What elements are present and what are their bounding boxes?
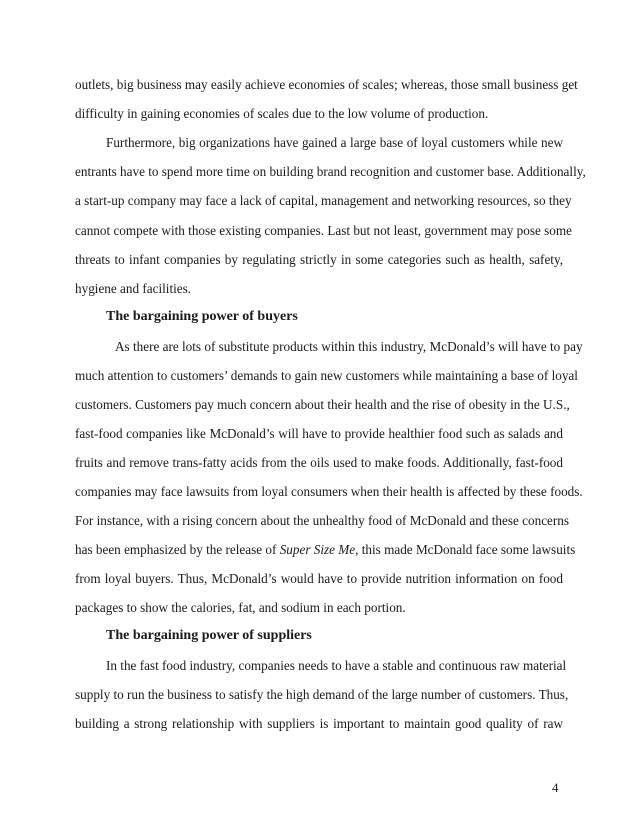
film-title: Super Size Me xyxy=(279,542,356,557)
body-line: packages to show the calories, fat, and sodium in each portion. xyxy=(75,600,406,615)
body-line: supply to run the business to satisfy the high demand of the large number of customers. Thus, xyxy=(75,687,569,702)
page-number: 4 xyxy=(552,780,559,795)
body-line: As there are lots of substitute products within this industry, McDonald’s will have to pay xyxy=(115,339,583,354)
body-line: customers. Customers pay much concern about their health and the rise of obesity in the U.S., xyxy=(75,397,570,412)
body-line: difficulty in gaining economies of scales due to the low volume of production. xyxy=(75,106,489,121)
body-line: In the fast food industry, companies needs to have a stable and continuous raw material xyxy=(106,658,567,673)
body-line: outlets, big business may easily achieve economies of scales; whereas, those small business get xyxy=(75,77,578,92)
body-line: For instance, with a rising concern about the unhealthy food of McDonald and these concerns xyxy=(75,513,570,528)
body-line: Furthermore, big organizations have gained a large base of loyal customers while new xyxy=(106,135,563,150)
body-line: building a strong relationship with suppliers is important to maintain good quality of raw xyxy=(75,716,563,731)
body-line: cannot compete with those existing companies. Last but not least, government may pose some xyxy=(75,223,572,238)
body-line: hygiene and facilities. xyxy=(75,281,192,296)
body-line: from loyal buyers. Thus, McDonald’s would have to provide nutrition information on food xyxy=(75,571,563,586)
body-line: threats to infant companies by regulating strictly in some categories such as health, safety, xyxy=(75,252,563,267)
section-heading-suppliers: The bargaining power of suppliers xyxy=(106,628,312,643)
text-run: has been emphasized by the release of xyxy=(75,542,280,557)
body-line: fruits and remove trans-fatty acids from the oils used to make foods. Additionally, fast-food xyxy=(75,455,563,470)
body-line: entrants have to spend more time on building brand recognition and customer base. Additionally, xyxy=(75,164,586,179)
body-line: much attention to customers’ demands to gain new customers while maintaining a base of loyal xyxy=(75,368,578,383)
text-run: , this made McDonald face some lawsuits xyxy=(355,542,576,557)
body-line xyxy=(75,542,576,558)
body-line: a start-up company may face a lack of capital, management and networking resources, so they xyxy=(75,193,572,208)
body-line: fast-food companies like McDonald’s will have to provide healthier food such as salads and xyxy=(75,426,563,441)
body-line: companies may face lawsuits from loyal consumers when their health is affected by these foods. xyxy=(75,484,583,499)
section-heading-buyers: The bargaining power of buyers xyxy=(106,309,298,324)
